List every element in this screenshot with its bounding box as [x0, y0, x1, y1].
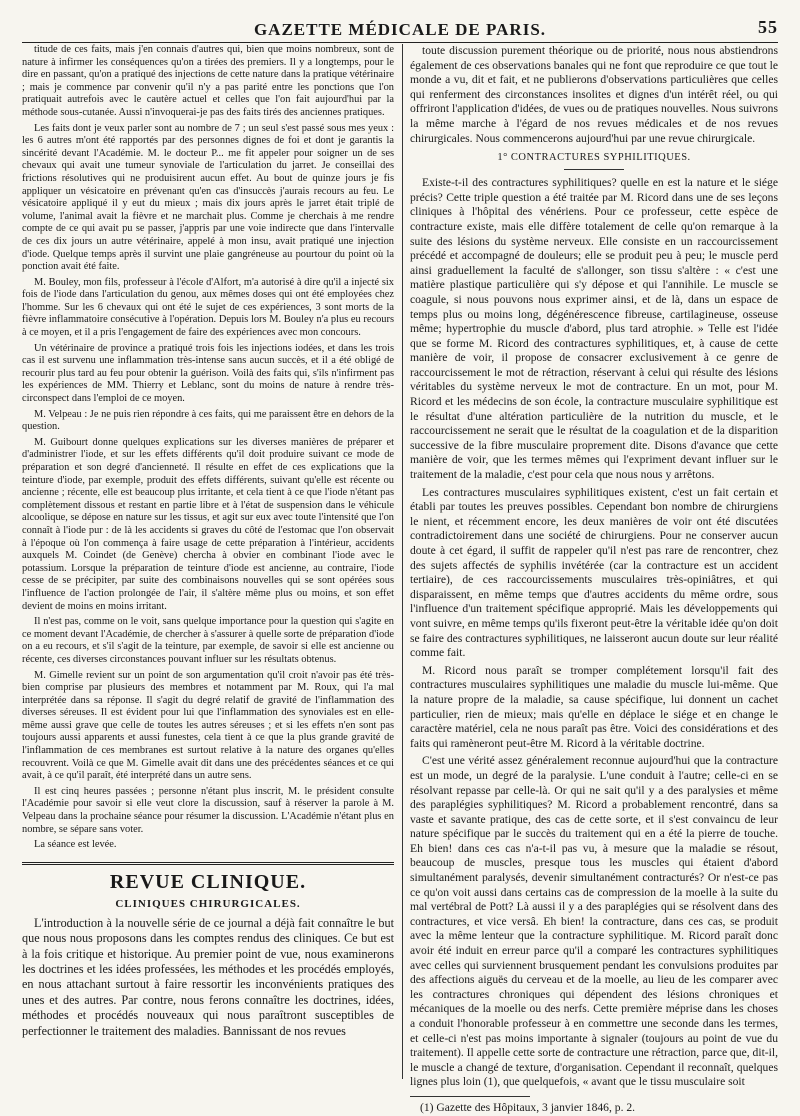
left-column — [22, 44, 394, 1079]
left-paragraph: La séance est levée. — [34, 839, 117, 851]
left-paragraph: Il est cinq heures passées ; personne n'étant plus inscrit, M. le président consulte l'Académie pour savoir si elle veut clore la discussion, sauf à réserver la parole à M. Velpeau dans la prochaine séance pour résumer la discussion. L'Académie n'étant plus en nombre, se sépare sans voter. — [22, 785, 394, 835]
left-paragraph: titude de ces faits, mais j'en connais d'autres qui, bien que moins nombreux, sont de nature à infirmer les conséquences qu'on a tirées des premiers. Il y a longtemps, pour le dire en passant, qu'on a pratiqué des injections de cette nature dans la pratique vétérinaire ; mais je commence par convenir qu'il n'y a pas parité entre les ponctions que l'on pratiquait autrefois avec le cautère actuel et celles que l'on fait aujourd'hui par la méthode sous-cutanée. Aussi n'invoquerai-je pas des faits tirés des anciennes pratiques. — [22, 44, 394, 118]
right-column — [410, 44, 778, 1114]
intro-paragraph: L'introduction à la nouvelle série de ce journal a déjà fait connaître le but que nous nous proposons dans les comptes rendus des cliniques. Ce but est à la fois critique et historique. Au premier point de vue, nous examinerons les doctrines et les idées professées, les méthodes et les procédés employés, en nous attachant surtout à faire ressortir les inconvénients pratiques des unes et des autres. Par contre, nous ferons connaître les doctrines, idées, méthodes et procédés nouveaux qui nous paraîtront susceptibles de perfectionner le traitement des maladies. Bannissant de nos revues — [22, 915, 394, 1038]
right-paragraph: M. Ricord nous paraît se tromper complétement lorsqu'il fait des contractures musculaires syphilitiques une maladie du muscle lui-même. Que la nature propre de la maladie, sa cause spécifique, lui donnent un cachet particulier, rien de mieux; mais qu'elle en déplace le siége et en change le caractère matériel, cela ne nous paraît pas être. Voici des considérations et des faits qui ramèneront peut-être M. Ricord à la véritable doctrine. — [410, 663, 778, 750]
section-subtitle: CLINIQUES CHIRURGICALES. — [115, 897, 301, 910]
left-paragraph: Les faits dont je veux parler sont au nombre de 7 ; un seul s'est passé sous mes yeux : les 6 autres m'ont été rapportés par des personnes dignes de foi et dont je garantis la sincérité devant l'Académie. M. le docteur P... me fit appeler pour soigner un de ses chevaux qui avait une tumeur synoviale de l'articulation du jarret. Je conseillai des frictions résolutives qui ne produisirent aucun effet. Au bout de quinze jours je fis appliquer un vésicatoire en prévenant qu'en cas d'insuccès j'aurais recours au feu. Le vésicatoire appliqué il y eut du mieux ; mais dix jours après le jarret était triplé de volume, l'animal avait la fièvre et ne marchait plus. Comme je cherchais à me rendre compte de ce qui avait pu se passer, j'appris par une voie indirecte que dans l'intervalle de ces dix jours un autre vétérinaire, appelé à mon insu, avait pratiqué une injection d'iode. Quelque temps après il survint une plaie gangréneuse au pourtour du point où la ponction avait été faite. — [22, 122, 394, 273]
left-paragraph: M. Velpeau : Je ne puis rien répondre à ces faits, qui me paraissent être en dehors de la question. — [22, 408, 394, 433]
journal-title: GAZETTE MÉDICALE DE PARIS. — [253, 20, 547, 39]
right-paragraph: Existe-t-il des contractures syphilitiques? quelle en est la nature et le siége précis? Cette triple question a été traitée par M. Ricord dans une de ses leçons cliniques à l'hôpital des vénériens. Pour ce professeur, cette espèce de contracture existe, mais elle diffère totalement de celle qu'on remarque à la suite des lésions du système nerveux. Elle consiste en un raccourcissement précédé et accompagné de douleurs; elle se produit peu à peu; le muscle perd ainsi graduellement la faculté de s'allonger, son tissu s'altère : « c'est une matière plastique particulière qui s'y dépose et qui l'annihile. Le muscle se coagule, si nous pouvons nous exprimer ainsi, et de là, dans un espace de temps plus ou moins long, dégénérescence fibreuse, cartilagineuse, osseuse même; hypertrophie du muscle d'abord, plus tard atrophie. » Telle est l'idée que se forme M. Ricord des contractures syphilitiques, et, à cause de cette manière de voir, il propose de consacrer exclusivement à ce genre de raccourcissement le mot de rétraction, réservant à celui qui résulte des lésions véritables du système nerveux le mot de contracture. En un mot, pour M. Ricord et les médecins de son école, la contracture musculaire syphilitique est le résultat d'une altération particulière de la nutrition du muscle, et le raccourcissement ne serait que le résultat de la coagulation et de la disparition successive de la fibre musculaire proprement dite. Disons d'avance que cette manière de voir, que les termes mêmes qui l'expriment devant influer sur le traitement de la maladie, c'est pour cela que nous nous y arrêtons. — [410, 176, 778, 482]
page-number: 55 — [758, 17, 778, 37]
footnote-rule — [410, 1096, 530, 1097]
subsection-heading: 1° CONTRACTURES SYPHILITIQUES. — [497, 152, 691, 164]
section-divider — [22, 862, 394, 865]
left-paragraph: M. Guibourt donne quelques explications sur les diverses manières de préparer et d'administrer l'iode, et sur les effets différents qu'il doit produire suivant ce mode de préparation et son degré d'ancienneté. Il résulte en effet de ces explications que la teinture d'iode, par exemple, produit des effets différents, suivant qu'elle est récente ou ancienne ; récente, elle est beaucoup plus irritante, et cela tient à ce que l'iode n'étant pas complètement dissous et restant en partie libre et à l'état de suspension dans le véhicule alcoolique, se dépose en nature sur les tissus, et agit sur eux avec toute l'intensité que l'on connaît à l'iode pur : de là les accidents si graves du côté de l'estomac que l'on observait à l'époque où l'on commença à faire usage de cette préparation à l'intérieur, accidents auxquels M. Coindet (de Genève) chercha à obvier en combinant l'iode avec le potassium. Lorsque la préparation de teinture d'iode est ancienne, au contraire, l'iode cesse de se précipiter, par suite des combinaisons nouvelles qui se sont opérées sous l'influence de l'action prolongée de l'air, il s'altère même plus ou moins, et son effet devient de moins en moins irritant. — [22, 436, 394, 612]
column-divider — [402, 44, 403, 1079]
left-paragraph: M. Gimelle revient sur un point de son argumentation qu'il croit n'avoir pas été très-bien comprise par plusieurs des membres et notamment par M. Roux, qui l'a mal interprétée dans sa réponse. Il s'agit du degré relatif de gravité de l'inflammation des diverses séreuses. Il est évident pour lui que l'inflammation des synoviales est en elle-même aussi grave que celle de toutes les autres séreuses ; et si les effets n'en sont pas toujours aussi apparents et aussi funestes, cela tient à ce que la plus grande gravité de l'inflammation de ces membranes est surtout relative à la nature des organes qu'elles recouvrent. Voilà ce que M. Gimelle avait dit dans une des précédentes séances et ce qui avait, à ce qu'il paraît, été interprété dans un autre sens. — [22, 669, 394, 782]
section-title: REVUE CLINIQUE. — [109, 870, 307, 893]
left-paragraph: Il n'est pas, comme on le voit, sans quelque importance pour la question qui s'agite en ce moment devant l'Académie, de chercher à s'assurer à quelle sorte de préparation d'iode on a eu recours, et s'il s'agit de la teinture, par exemple, de savoir si elle est ancienne ou récente, ces diverses circonstances pouvant influer sur les résultats obtenus. — [22, 616, 395, 665]
page-header — [22, 14, 778, 43]
left-paragraph: M. Bouley, mon fils, professeur à l'école d'Alfort, m'a autorisé à dire qu'il a injecté six fois de l'iode dans l'articulation du genou, aux mêmes doses qui ont été employées chez l'homme. Sur les 6 chevaux qui ont été le sujet de ces expériences, 3 sont morts de la fièvre inflammatoire consécutive à l'opération. Depuis lors M. Bouley n'a plus eu recours à ce moyen, et il a pris l'engagement de faire des expériences avec mon concours. — [22, 276, 394, 339]
footnote: (1) Gazette des Hôpitaux, 3 janvier 1846, p. 2. — [420, 1100, 636, 1114]
right-paragraph: C'est une vérité assez généralement reconnue aujourd'hui que la contracture est un mode, un degré de la paralysie. L'une conduit à l'autre; celle-ci en se résolvant repasse par celle-là. Or qui ne sait qu'il y a des paralysies et même des paraplégies syphilitiques? M. Ricord a probablement rencontré, dans sa vaste et savante pratique, des cas de cette sorte, et il s'est convaincu de leur nature spécifique par le succès du traitement qui en a été la pierre de touche. Eh bien! dans ces cas n'a-t-il pas vu, à mesure que la maladie se résout, beaucoup de muscles, presque tous les muscles qui étaient d'abord simultanément paralysés, devenir simultanément contracturés? Or n'est-ce pas ce qu'on voit aussi dans certains cas de compression de la moelle à la suite du mal vertébral de Pott? Là aussi il y a des paraplégies qui se résolvent dans des contractures, et vice versâ. Eh bien! la contracture, dans ces cas, se produit avec la même lenteur que la contracture syphilitique. M. Ricord paraît donc avoir été induit en erreur parce qu'il a comparé les contractures syphilitiques avec celles qui surviennent brusquement pendant les convulsions produites par des affections aiguës du cerveau et de la moelle, au lieu de les comparer avec les contractures chroniques qui dépendent des lésions chroniques et mécaniques de la moelle ou des nerfs. Cette première méprise dans les choses a conduit l'honorable professeur à en commettre une seconde dans les termes, et celle-ci n'est pas moins importante à signaler (toujours au point de vue du traitement). Il appelle cette sorte de contracture une rétraction, parce que, dit-il, le muscle a changé de texture, d'organisation. Cependant il reconnaît, quelques lignes plus loin (1), que quelquefois, « avant que le tissu musculaire soit — [410, 754, 778, 1089]
subsection-rule — [564, 169, 624, 170]
right-paragraph: toute discussion purement théorique ou de priorité, nous nous abstiendrons également de ces observations banales qui ne font que reproduire ce que tout le monde a vu, dit et fait, et ne publierons d'observations particulières que celles qui renferment des circonstances insolites et dignes d'un intérêt réel, ou qui offriront l'application d'idées, de vues ou de pratiques nouvelles. Nous suivrons la même marche à l'égard de nos revues médicales et de nos revues chirurgicales. Nous commencerons aujourd'hui par une revue chirurgicale. — [410, 44, 778, 145]
intro-block — [22, 916, 394, 1039]
right-paragraph: Les contractures musculaires syphilitiques existent, c'est un fait certain et établi par toutes les preuves possibles. Cependant bon nombre de chirurgiens le nient, et récemment encore, les deux manières de voir ont été discutées contradictoirement dans une société de chirurgiens. Pour ne conserver aucun doute à cet égard, il suffit de rappeler qu'il n'est pas rare de rencontrer, chez des sujets affectés de syphilis invétérée (car la contracture est un accident tertiaire), de ces raccourcissements musculaires très-opiniâtres, et qui disparaissent, en même temps que d'autres accidents du même ordre, sous l'influence d'un traitement spécifique approprié. Mais les développements qui vont suivre, en même temps qu'ils fixeront peut-être la véritable idée qu'on doit se faire des contractures syphilitiques, ne laisseront aucun doute sur leur réalité comme fait. — [410, 485, 778, 660]
columns — [22, 44, 778, 1114]
left-paragraph: Un vétérinaire de province a pratiqué trois fois les injections iodées, et dans les trois cas il est survenu une inflammation très-intense sans aucun succès, et il a été obligé de recourir plus tard au feu pour obtenir la guérison. Voilà des faits qui, s'ils n'infirment pas les expériences de MM. Thierry et Leblanc, sont du moins de nature à rendre très-circonspect dans l'emploi de ce moyen. — [22, 342, 394, 405]
